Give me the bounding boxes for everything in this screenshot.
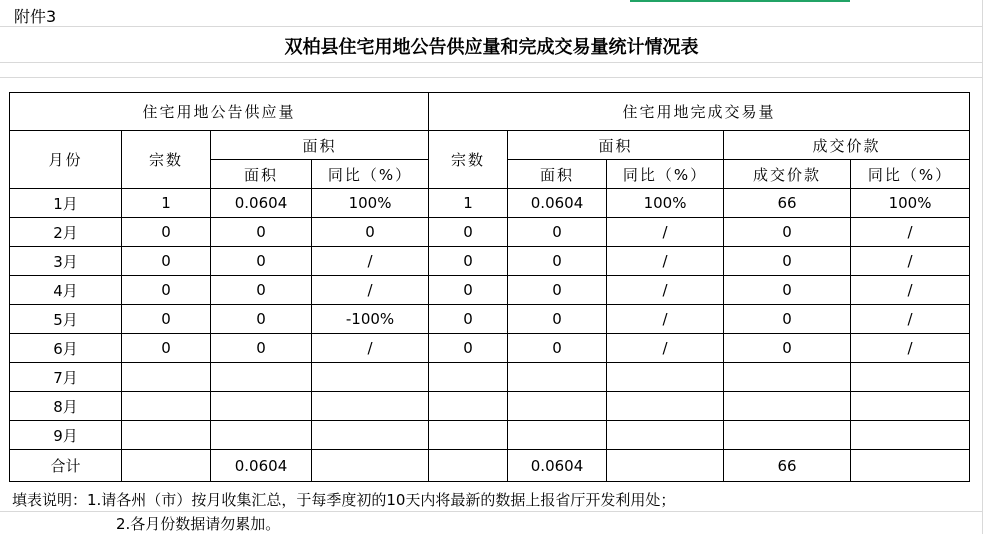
deal-area-cell: 0.0604 [508,450,607,482]
group-header-row [10,93,970,131]
supply-area-cell: 0.0604 [211,189,312,218]
supply-count-cell: 1 [122,189,211,218]
month-cell: 6月 [10,334,122,363]
supply-yoy-cell [312,363,429,392]
deal-price-group-header: 成交价款 [724,131,970,160]
deal-count-cell [429,450,508,482]
supply-count-cell [122,450,211,482]
supply-yoy-cell: / [312,276,429,305]
month-cell: 1月 [10,189,122,218]
supply-area-group-header: 面积 [211,131,429,160]
supply-yoy-cell [312,421,429,450]
supply-yoy-cell [312,450,429,482]
table-row [10,276,970,305]
table-row [10,189,970,218]
notes-line-2: 2.各月份数据请勿累加。 [116,515,281,533]
deal-price-cell [724,392,851,421]
deal-count-cell: 0 [429,218,508,247]
supply-area-cell: 0 [211,305,312,334]
sheet-gridline [0,77,983,78]
supply-yoy-cell: -100% [312,305,429,334]
month-cell: 4月 [10,276,122,305]
deal-area-cell [508,421,607,450]
deal-price-yoy-cell: / [851,276,970,305]
deal-area-cell: 0 [508,334,607,363]
deal-price-yoy-cell: / [851,218,970,247]
deal-count-cell [429,421,508,450]
deal-count-cell [429,363,508,392]
deal-price-yoy-cell: / [851,334,970,363]
month-cell: 9月 [10,421,122,450]
deal-price-yoy-cell [851,421,970,450]
supply-count-cell: 0 [122,276,211,305]
deal-price-cell: 0 [724,218,851,247]
supply-count-header: 宗数 [122,131,211,189]
deal-area-cell [508,392,607,421]
deal-price-yoy-cell: / [851,305,970,334]
supply-count-cell [122,421,211,450]
supply-area-cell: 0 [211,334,312,363]
deal-area-yoy-cell [607,392,724,421]
table-row [10,305,970,334]
deal-count-cell [429,392,508,421]
month-cell: 2月 [10,218,122,247]
deal-area-group-header: 面积 [508,131,724,160]
deal-area-yoy-cell: / [607,334,724,363]
supply-area-cell: 0 [211,247,312,276]
deal-price-yoy-cell: / [851,247,970,276]
deal-area-header: 面积 [508,160,607,189]
deal-area-cell: 0 [508,218,607,247]
deal-area-yoy-cell [607,363,724,392]
deal-area-yoy-header: 同比（%） [607,160,724,189]
month-cell: 5月 [10,305,122,334]
deal-price-yoy-cell [851,392,970,421]
deal-price-yoy-header: 同比（%） [851,160,970,189]
deal-count-cell: 0 [429,305,508,334]
deal-area-yoy-cell [607,450,724,482]
supply-area-header: 面积 [211,160,312,189]
deal-price-yoy-cell: 100% [851,189,970,218]
table-row [10,363,970,392]
month-cell: 7月 [10,363,122,392]
deal-area-cell: 0 [508,247,607,276]
deal-price-cell: 0 [724,334,851,363]
supply-area-cell [211,421,312,450]
supply-area-cell: 0 [211,276,312,305]
table-row [10,247,970,276]
supply-yoy-cell [312,392,429,421]
deal-price-cell [724,363,851,392]
deal-count-cell: 0 [429,334,508,363]
deal-price-header: 成交价款 [724,160,851,189]
supply-area-cell [211,363,312,392]
supply-count-cell [122,392,211,421]
sheet-gridline [0,511,983,512]
deal-count-header: 宗数 [429,131,508,189]
deal-price-cell: 0 [724,305,851,334]
deal-area-cell: 0 [508,276,607,305]
sheet-gridline [0,62,983,63]
deal-price-cell: 66 [724,450,851,482]
supply-count-cell: 0 [122,247,211,276]
total-row [10,450,970,482]
sheet-gridline [0,26,983,27]
supply-group-header: 住宅用地公告供应量 [10,93,429,131]
deal-area-yoy-cell: 100% [607,189,724,218]
deal-price-cell: 0 [724,247,851,276]
deal-count-cell: 0 [429,247,508,276]
deal-area-cell: 0 [508,305,607,334]
month-header: 月份 [10,131,122,189]
deal-area-yoy-cell [607,421,724,450]
supply-area-cell [211,392,312,421]
month-cell: 3月 [10,247,122,276]
deal-area-yoy-cell: / [607,218,724,247]
supply-area-cell: 0.0604 [211,450,312,482]
supply-count-cell: 0 [122,334,211,363]
notes-line-1: 填表说明：1.请各州（市）按月收集汇总，于每季度初的10天内将最新的数据上报省厅开发利用处； [12,491,676,509]
sub-header-row [10,131,970,160]
total-label: 合计 [10,450,122,482]
supply-count-cell: 0 [122,218,211,247]
supply-yoy-cell: / [312,247,429,276]
attachment-label: 附件3 [14,7,57,26]
statistics-table [9,92,970,482]
table-row [10,218,970,247]
deal-area-yoy-cell: / [607,276,724,305]
supply-area-cell: 0 [211,218,312,247]
deal-price-yoy-cell [851,363,970,392]
supply-count-cell: 0 [122,305,211,334]
deal-group-header: 住宅用地完成交易量 [429,93,970,131]
deal-area-cell [508,363,607,392]
deal-count-cell: 0 [429,276,508,305]
table-row [10,421,970,450]
deal-area-yoy-cell: / [607,305,724,334]
page-title: 双柏县住宅用地公告供应量和完成交易量统计情况表 [284,37,699,58]
selection-indicator [630,0,850,2]
table-row [10,392,970,421]
deal-price-yoy-cell [851,450,970,482]
supply-yoy-cell: 0 [312,218,429,247]
deal-price-cell: 66 [724,189,851,218]
supply-yoy-header: 同比（%） [312,160,429,189]
table-row [10,334,970,363]
deal-area-yoy-cell: / [607,247,724,276]
supply-count-cell [122,363,211,392]
month-cell: 8月 [10,392,122,421]
supply-yoy-cell: / [312,334,429,363]
deal-area-cell: 0.0604 [508,189,607,218]
deal-price-cell: 0 [724,276,851,305]
deal-price-cell [724,421,851,450]
deal-count-cell: 1 [429,189,508,218]
supply-yoy-cell: 100% [312,189,429,218]
